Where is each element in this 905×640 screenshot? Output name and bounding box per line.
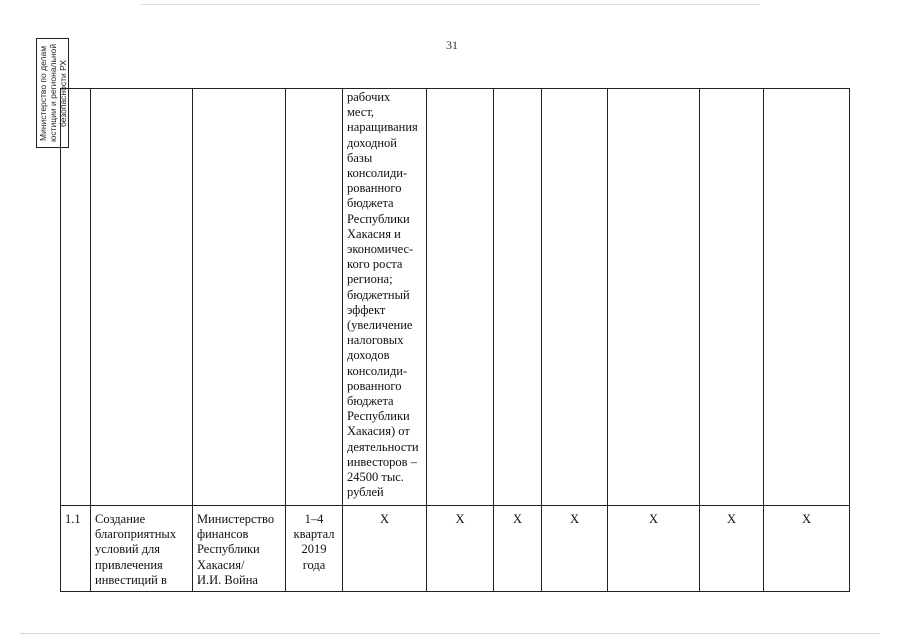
text-line: благоприятных <box>95 527 177 542</box>
text-line: региона; <box>347 272 393 287</box>
text-line: Хакасия/ <box>197 557 245 572</box>
text-line: эффект <box>347 302 386 317</box>
text-line: мест, <box>347 105 374 120</box>
text-line: финансов <box>197 527 249 542</box>
text-line: кого роста <box>347 257 403 272</box>
x-mark: X <box>343 506 427 592</box>
cell-responsible <box>193 89 286 506</box>
cell-empty <box>494 89 542 506</box>
text-line: Республики <box>197 542 260 557</box>
x-mark: X <box>494 506 542 592</box>
page-number: 31 <box>446 38 458 52</box>
text-line: бюджета <box>347 394 394 409</box>
text-line: Создание <box>95 512 146 526</box>
effect-text <box>347 90 422 500</box>
text-line: бюджетный <box>347 287 410 302</box>
text-line: экономичес- <box>347 242 414 257</box>
text-line: 24500 тыс. <box>347 470 404 485</box>
text-line: (увеличение <box>347 318 413 333</box>
cell-number <box>61 89 91 506</box>
cell-empty <box>700 89 764 506</box>
text-line: консолиди- <box>347 363 408 378</box>
cell-title <box>91 89 193 506</box>
text-line: Хакасия) от <box>347 424 410 439</box>
text-line: налоговых <box>347 333 404 348</box>
x-mark: X <box>700 506 764 592</box>
cell-empty <box>764 89 850 506</box>
text-line: рублей <box>347 485 384 500</box>
text-line: привлечения <box>95 557 163 572</box>
text-line: рованного <box>347 378 402 393</box>
cell-effect <box>343 89 427 506</box>
text-line: квартал <box>293 527 335 542</box>
text-line: 2019 <box>301 542 327 557</box>
text-line: Республики <box>347 409 410 424</box>
text-line: базы <box>347 150 373 165</box>
cell-empty <box>608 89 700 506</box>
text-line: Республики <box>347 211 410 226</box>
text-line: доходной <box>347 135 397 150</box>
cell-responsible <box>193 506 286 592</box>
text-line: инвесторов – <box>347 454 417 469</box>
table-row-continued <box>61 89 850 506</box>
text-line: консолиди- <box>347 166 408 181</box>
text-line: инвестиций в <box>95 572 167 587</box>
x-mark: X <box>542 506 608 592</box>
plan-table <box>60 88 850 592</box>
text-line: рабочих <box>347 90 391 104</box>
text-line: Хакасия и <box>347 226 401 241</box>
cell-empty <box>542 89 608 506</box>
cell-measure-title <box>91 506 193 592</box>
responsible-text <box>197 512 281 588</box>
text-line: наращивания <box>347 120 418 135</box>
text-line: бюджета <box>347 196 394 211</box>
x-mark: X <box>608 506 700 592</box>
text-line: года <box>302 557 326 572</box>
text-line: 1–4 <box>304 512 324 526</box>
text-line: деятельности <box>347 439 419 454</box>
cell-row-number: 1.1 <box>61 506 91 592</box>
text-line: доходов <box>347 348 390 363</box>
scan-edge-bottom <box>20 633 880 634</box>
cell-period <box>286 89 343 506</box>
stamp-text: Министерство по делам юстиции и региональной безопасности РХ <box>37 43 68 143</box>
text-line: И.И. Война <box>197 572 258 587</box>
x-mark: X <box>764 506 850 592</box>
cell-empty <box>427 89 494 506</box>
x-mark: X <box>427 506 494 592</box>
text-line: рованного <box>347 181 402 196</box>
period-text <box>290 512 338 573</box>
cell-period <box>286 506 343 592</box>
table-row-1-1 <box>61 506 850 592</box>
text-line: Министерство <box>197 512 275 526</box>
scan-edge-top <box>140 4 760 5</box>
measure-title-text <box>95 512 188 588</box>
text-line: условий для <box>95 542 161 557</box>
